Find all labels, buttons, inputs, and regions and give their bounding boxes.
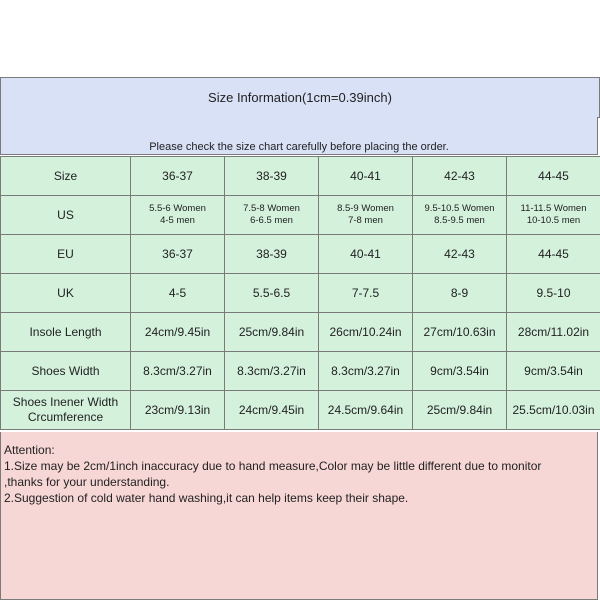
cell-line: 8.5-9 Women bbox=[337, 203, 394, 214]
table-cell: 38-39 bbox=[225, 235, 319, 274]
table-cell: 28cm/11.02in bbox=[507, 313, 600, 352]
title-text: Size Information(1cm=0.39inch) bbox=[208, 90, 392, 105]
table-cell: 42-43 bbox=[413, 235, 507, 274]
table-cell: 38-39 bbox=[225, 157, 319, 196]
notice-text: Please check the size chart carefully before placing the order. bbox=[149, 141, 449, 153]
row-label: US bbox=[1, 196, 131, 235]
order-notice bbox=[0, 117, 598, 155]
table-cell: 24.5cm/9.64in bbox=[319, 391, 413, 430]
cell-line: 6-6.5 men bbox=[250, 215, 293, 226]
table-row bbox=[1, 196, 600, 235]
row-label: Insole Length bbox=[1, 313, 131, 352]
row-label-line: Crcumference bbox=[27, 410, 104, 424]
table-cell: 44-45 bbox=[507, 235, 600, 274]
table-cell: 36-37 bbox=[131, 157, 225, 196]
cell-line: 10-10.5 men bbox=[526, 215, 581, 226]
table-row bbox=[1, 157, 600, 196]
cell-line: 4-5 men bbox=[160, 215, 195, 226]
table-cell: 8.3cm/3.27in bbox=[131, 352, 225, 391]
row-label-line: Shoes Inener Width bbox=[12, 395, 119, 409]
table-cell bbox=[413, 196, 507, 235]
table-cell: 40-41 bbox=[319, 235, 413, 274]
row-label: EU bbox=[1, 235, 131, 274]
table-cell: 25cm/9.84in bbox=[413, 391, 507, 430]
table-cell: 44-45 bbox=[507, 157, 600, 196]
table-row bbox=[1, 313, 600, 352]
row-label: Size bbox=[1, 157, 131, 196]
table-cell: 23cm/9.13in bbox=[131, 391, 225, 430]
table-row bbox=[1, 352, 600, 391]
table-cell: 36-37 bbox=[131, 235, 225, 274]
attention-box bbox=[0, 432, 598, 600]
table-cell: 9cm/3.54in bbox=[413, 352, 507, 391]
attention-line-2: ,thanks for your understanding. bbox=[4, 475, 170, 489]
table-cell: 26cm/10.24in bbox=[319, 313, 413, 352]
table-cell: 4-5 bbox=[131, 274, 225, 313]
cell-line: 11-11.5 Women bbox=[520, 203, 587, 214]
table-cell: 9cm/3.54in bbox=[507, 352, 600, 391]
table-cell: 24cm/9.45in bbox=[225, 391, 319, 430]
table-row bbox=[1, 235, 600, 274]
row-label: UK bbox=[1, 274, 131, 313]
cell-line: 7.5-8 Women bbox=[243, 203, 300, 214]
table-row bbox=[1, 391, 600, 430]
table-cell: 7-7.5 bbox=[319, 274, 413, 313]
table-cell: 42-43 bbox=[413, 157, 507, 196]
table-cell: 40-41 bbox=[319, 157, 413, 196]
table-cell bbox=[225, 196, 319, 235]
table-cell: 8.3cm/3.27in bbox=[225, 352, 319, 391]
table-cell bbox=[319, 196, 413, 235]
table-cell: 8.3cm/3.27in bbox=[319, 352, 413, 391]
attention-line-3: 2.Suggestion of cold water hand washing,it can help items keep their shape. bbox=[4, 491, 409, 505]
table-cell: 27cm/10.63in bbox=[413, 313, 507, 352]
table-cell: 9.5-10 bbox=[507, 274, 600, 313]
table-cell: 8-9 bbox=[413, 274, 507, 313]
table-cell: 5.5-6.5 bbox=[225, 274, 319, 313]
cell-line: 8.5-9.5 men bbox=[434, 215, 485, 226]
table-cell bbox=[507, 196, 600, 235]
table-cell: 25.5cm/10.03in bbox=[507, 391, 600, 430]
size-table bbox=[0, 156, 600, 430]
table-cell: 25cm/9.84in bbox=[225, 313, 319, 352]
table-row bbox=[1, 274, 600, 313]
attention-line-1: 1.Size may be 2cm/1inch inaccuracy due to hand measure,Color may be little different due to monitor bbox=[4, 459, 542, 473]
row-label: Shoes Width bbox=[1, 352, 131, 391]
table-cell bbox=[131, 196, 225, 235]
cell-line: 5.5-6 Women bbox=[149, 203, 206, 214]
row-label bbox=[1, 391, 131, 430]
size-information-title bbox=[0, 77, 600, 118]
cell-line: 7-8 men bbox=[348, 215, 383, 226]
attention-heading: Attention: bbox=[4, 443, 55, 457]
cell-line: 9.5-10.5 Women bbox=[424, 203, 495, 214]
table-cell: 24cm/9.45in bbox=[131, 313, 225, 352]
